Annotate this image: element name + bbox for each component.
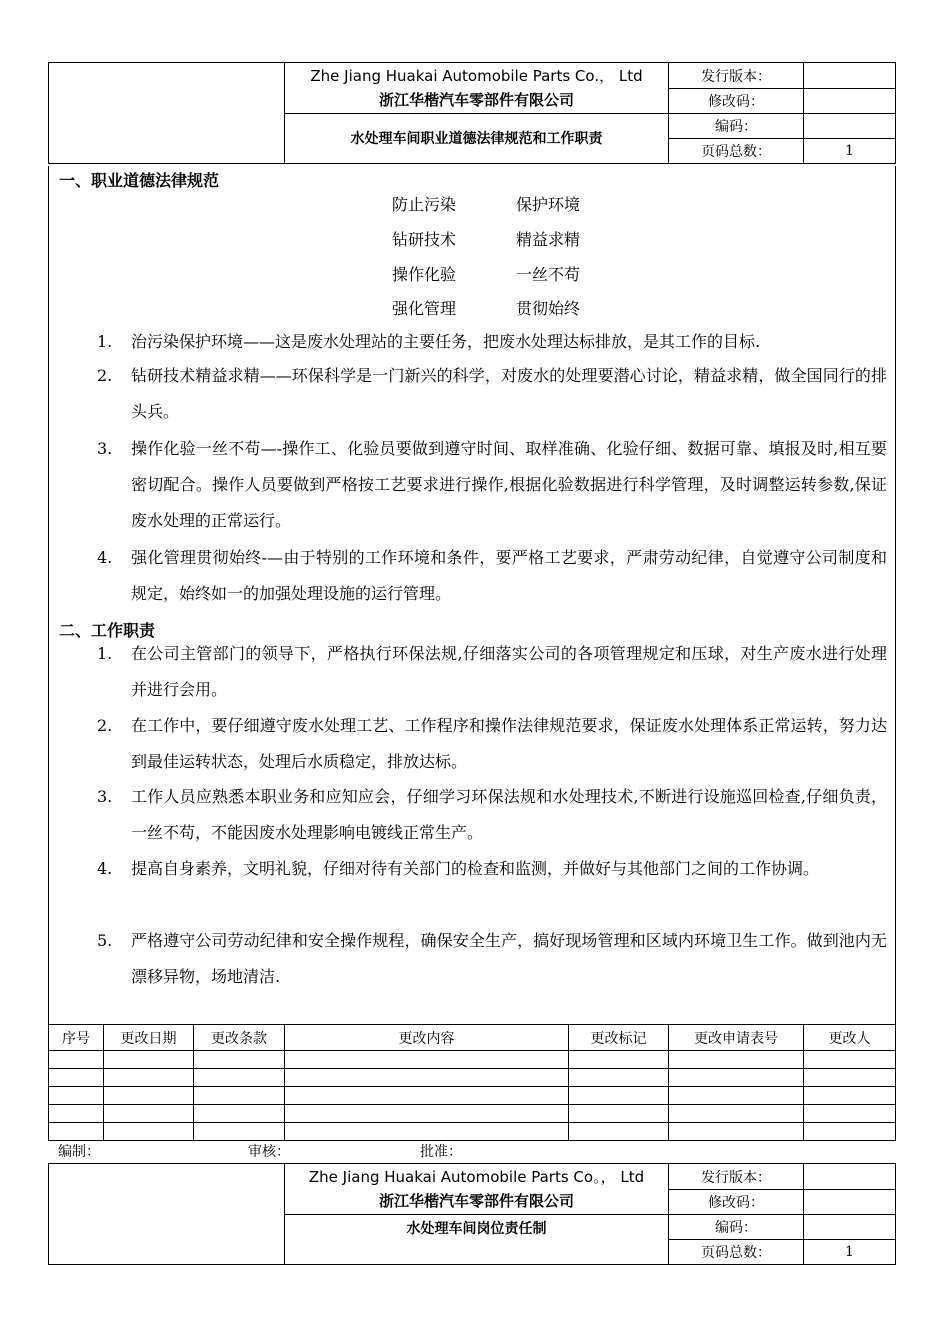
field-value-code — [804, 1215, 896, 1240]
field-value-code — [804, 114, 896, 139]
table-cell — [669, 1051, 804, 1069]
motto-row — [392, 227, 640, 250]
document-header — [48, 62, 896, 164]
field-label-code: 编码： — [669, 1215, 804, 1240]
table-cell — [49, 1105, 104, 1123]
column-header: 更改标记 — [569, 1025, 669, 1051]
field-label-revision-code: 修改码： — [669, 89, 804, 114]
table-cell — [285, 1069, 569, 1087]
column-header: 序号 — [49, 1025, 104, 1051]
column-header: 更改条款 — [194, 1025, 285, 1051]
table-cell — [194, 1105, 285, 1123]
motto-right: 保护环境 — [516, 195, 581, 214]
table-cell — [569, 1069, 669, 1087]
list-item-text: 在公司主管部门的领导下，严格执行环保法规,仔细落实公司的各项管理规定和压球，对生产废水进行处理并进行会用。 — [131, 644, 887, 699]
list-item-text: 治污染保护环境——这是废水处理站的主要任务，把废水处理达标排放，是其工作的目标. — [131, 332, 761, 351]
motto-right: 贯彻始终 — [516, 299, 581, 318]
table-cell — [285, 1087, 569, 1105]
prepared-by-label: 编制： — [58, 1144, 100, 1160]
table-cell — [804, 1105, 896, 1123]
motto-row — [392, 262, 640, 285]
document-title: 水处理车间岗位责任制 — [285, 1215, 669, 1265]
section-title-ethics: 一、职业道德法律规范 — [59, 171, 220, 190]
table-row — [49, 1069, 896, 1087]
reviewed-by-label: 审核： — [248, 1144, 290, 1160]
approved-by-label: 批准： — [420, 1144, 462, 1160]
motto-left: 操作化验 — [392, 265, 457, 284]
motto-right: 精益求精 — [516, 230, 581, 249]
document-title: 水处理车间职业道德法律规范和工作职责 — [285, 114, 669, 164]
field-value-page-count: 1 — [804, 139, 896, 164]
company-name-cn: 浙江华楷汽车零部件有限公司 — [378, 1192, 574, 1210]
table-cell — [804, 1123, 896, 1141]
column-header: 更改人 — [804, 1025, 896, 1051]
table-cell — [104, 1051, 194, 1069]
field-label-version: 发行版本： — [669, 63, 804, 89]
table-cell — [804, 1069, 896, 1087]
table-cell — [669, 1069, 804, 1087]
table-row — [49, 1051, 896, 1069]
list-item-number: 5. — [97, 931, 113, 950]
field-value-version — [804, 63, 896, 89]
table-row — [49, 1123, 896, 1141]
field-label-page-count: 页码总数： — [669, 139, 804, 164]
table-cell — [669, 1123, 804, 1141]
table-cell — [569, 1105, 669, 1123]
table-cell — [49, 1123, 104, 1141]
list-item-text: 工作人员应熟悉本职业务和应知应会，仔细学习环保法规和水处理技术,不断进行设施巡回检查,仔细负责，一丝不苟，不能因废水处理影响电镀线正常生产。 — [131, 787, 887, 842]
table-cell — [285, 1123, 569, 1141]
table-cell — [194, 1087, 285, 1105]
column-header: 更改内容 — [285, 1025, 569, 1051]
document-body — [48, 166, 896, 1024]
list-item-text: 严格遵守公司劳动纪律和安全操作规程，确保安全生产，搞好现场管理和区域内环境卫生工作。做到池内无漂移异物，场地清洁. — [131, 931, 887, 986]
list-item-number: 2. — [97, 366, 113, 385]
field-label-revision-code: 修改码： — [669, 1190, 804, 1215]
motto-left: 强化管理 — [392, 299, 457, 318]
field-value-version — [804, 1164, 896, 1190]
table-cell — [669, 1087, 804, 1105]
list-item-text: 钻研技术精益求精——环保科学是一门新兴的科学，对废水的处理要潜心讨论，精益求精，做全国同行的排头兵。 — [131, 366, 887, 421]
revision-table-header-row — [49, 1025, 896, 1051]
table-cell — [194, 1069, 285, 1087]
column-header: 更改申请表号 — [669, 1025, 804, 1051]
table-cell — [285, 1105, 569, 1123]
table-cell — [104, 1123, 194, 1141]
table-cell — [104, 1087, 194, 1105]
table-cell — [104, 1069, 194, 1087]
field-label-version: 发行版本： — [669, 1164, 804, 1190]
motto-left: 钻研技术 — [392, 230, 457, 249]
table-cell — [804, 1087, 896, 1105]
list-item-text: 提高自身素养，文明礼貌，仔细对待有关部门的检查和监测，并做好与其他部门之间的工作协调。 — [131, 859, 820, 878]
motto-row — [392, 192, 640, 215]
column-header: 更改日期 — [104, 1025, 194, 1051]
revision-table — [48, 1024, 896, 1141]
field-value-page-count: 1 — [804, 1240, 896, 1265]
list-item-number: 4. — [97, 859, 113, 878]
table-cell — [49, 1069, 104, 1087]
motto-left: 防止污染 — [392, 195, 457, 214]
company-name-en: Zhe Jiang Huakai Automobile Parts Co.， Ltd — [310, 67, 643, 85]
list-item-number: 1. — [97, 644, 113, 663]
table-cell — [669, 1105, 804, 1123]
field-label-code: 编码： — [669, 114, 804, 139]
company-name-en: Zhe Jiang Huakai Automobile Parts Co。， Ltd — [308, 1168, 645, 1186]
list-item-text: 操作化验一丝不苟—-操作工、化验员要做到遵守时间、取样准确、化验仔细、数据可靠、填报及时,相互要密切配合。操作人员要做到严格按工艺要求进行操作,根据化验数据进行科学管理，及时调整运转参数,保证废水处理的正常运行。 — [131, 439, 887, 530]
table-cell — [194, 1051, 285, 1069]
list-item-number: 2. — [97, 716, 113, 735]
table-cell — [49, 1087, 104, 1105]
company-name-cn: 浙江华楷汽车零部件有限公司 — [378, 91, 574, 109]
list-item-number: 3. — [97, 787, 113, 806]
list-item-number: 1. — [97, 332, 113, 351]
list-item-number: 3. — [97, 439, 113, 458]
document-header-second — [48, 1163, 896, 1265]
field-label-page-count: 页码总数： — [669, 1240, 804, 1265]
table-cell — [569, 1123, 669, 1141]
list-item-text: 在工作中，要仔细遵守废水处理工艺、工作程序和操作法律规范要求，保证废水处理体系正常运转，努力达到最佳运转状态，处理后水质稳定，排放达标。 — [131, 716, 887, 771]
table-cell — [569, 1087, 669, 1105]
table-row — [49, 1087, 896, 1105]
table-cell — [569, 1051, 669, 1069]
list-item-text: 强化管理贯彻始终-—由于特别的工作环境和条件，要严格工艺要求，严肃劳动纪律，自觉遵守公司制度和规定，始终如一的加强处理设施的运行管理。 — [131, 548, 887, 603]
section-title-duties: 二、工作职责 — [59, 621, 156, 640]
field-value-revision-code — [804, 1190, 896, 1215]
logo-cell — [49, 1164, 285, 1265]
logo-cell — [49, 63, 285, 164]
table-cell — [285, 1051, 569, 1069]
table-row — [49, 1105, 896, 1123]
table-cell — [804, 1051, 896, 1069]
field-value-revision-code — [804, 89, 896, 114]
table-cell — [194, 1123, 285, 1141]
company-name-cell — [285, 1164, 669, 1215]
company-name-cell — [285, 63, 669, 114]
motto-row — [392, 296, 640, 319]
list-item-number: 4. — [97, 548, 113, 567]
table-cell — [104, 1105, 194, 1123]
motto-right: 一丝不苟 — [516, 265, 581, 284]
table-cell — [49, 1051, 104, 1069]
